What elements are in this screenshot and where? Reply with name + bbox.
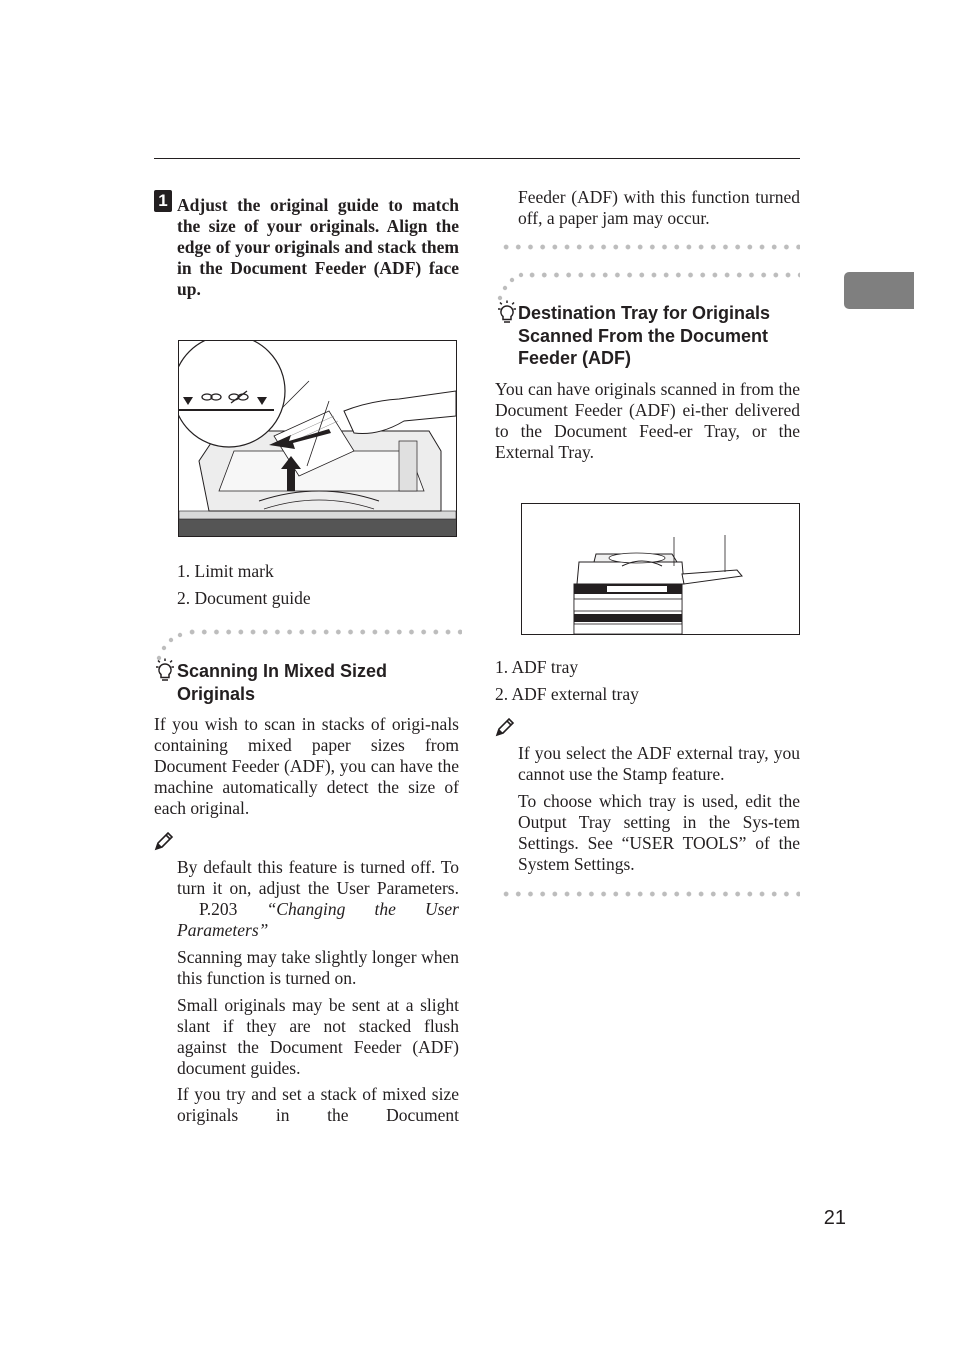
figure1-caption-1: 1. Limit mark xyxy=(177,561,274,581)
mixed-note-1 xyxy=(177,857,459,941)
section-end-dotted-rule xyxy=(500,890,800,898)
section-dotted-rule xyxy=(186,628,462,636)
page-reference[interactable]: P.203 xyxy=(199,899,238,919)
mixed-note-3: Small originals may be sent at a slight slant if they are not stacked flush against the Document Feeder (ADF) document guides. xyxy=(177,995,459,1078)
mixed-size-body: If you wish to scan in stacks of origi-nals containing mixed paper sizes from Document Feeder (ADF), you can have the machine automatically detect the size of each original. xyxy=(154,714,459,818)
dest-note-1: If you select the ADF external tray, you cannot use the Stamp feature. xyxy=(518,743,800,784)
step-instruction: Adjust the original guide to match the size of your originals. Align the edge of your originals and stack them in the Document Feeder (ADF) face up. xyxy=(177,195,459,299)
dest-tray-body: You can have originals scanned in from the Document Feeder (ADF) ei-ther delivered to the Document Feed-er Tray, or the External Tray. xyxy=(495,379,800,462)
mixed-note-4-continued: Feeder (ADF) with this function turned off, a paper jam may occur. xyxy=(518,187,800,228)
dest-note-2: To choose which tray is used, edit the Output Tray setting in the Sys-tem Settings. See “USER TOOLS” of the System Settings. xyxy=(518,791,800,874)
chapter-tab xyxy=(844,272,914,309)
section-dotted-rule-right xyxy=(526,271,800,279)
hint-lightbulb-icon xyxy=(154,658,176,684)
header-rule xyxy=(154,158,800,159)
machine-drawing xyxy=(522,504,799,634)
section-end-dotted-rule xyxy=(500,243,800,251)
figure2-caption-2: 2. ADF external tray xyxy=(495,684,639,704)
mixed-note-2: Scanning may take slightly longer when this function is turned on. xyxy=(177,947,459,988)
note-pencil-icon xyxy=(495,717,515,737)
figure2-caption-1: 1. ADF tray xyxy=(495,657,579,677)
dest-tray-heading-line2: Scanned From the Document xyxy=(518,326,769,346)
step-number-badge: 1 xyxy=(154,190,172,212)
page-number: 21 xyxy=(823,1207,846,1229)
mixed-note-4: If you try and set a stack of mixed size originals in the Document xyxy=(177,1084,459,1125)
dest-tray-heading-line3: Feeder (ADF) xyxy=(518,348,632,368)
adf-guide-drawing xyxy=(179,341,456,536)
dest-tray-heading-line1: Destination Tray for Originals xyxy=(518,303,771,323)
mixed-size-heading-line2: Originals xyxy=(177,684,256,704)
hint-lightbulb-icon xyxy=(496,300,518,326)
mixed-note-1-text: By default this feature is turned off. To turn it on, adjust the User Parameters. xyxy=(177,857,459,898)
note-pencil-icon xyxy=(154,831,174,851)
adf-guide-illustration xyxy=(178,340,457,537)
adf-tray-illustration xyxy=(521,503,800,635)
mixed-size-heading-line1: Scanning In Mixed Sized xyxy=(177,661,388,681)
page-reference-title[interactable]: “Changing the User Parameters” xyxy=(177,899,459,940)
figure1-caption-2: 2. Document guide xyxy=(177,588,311,608)
